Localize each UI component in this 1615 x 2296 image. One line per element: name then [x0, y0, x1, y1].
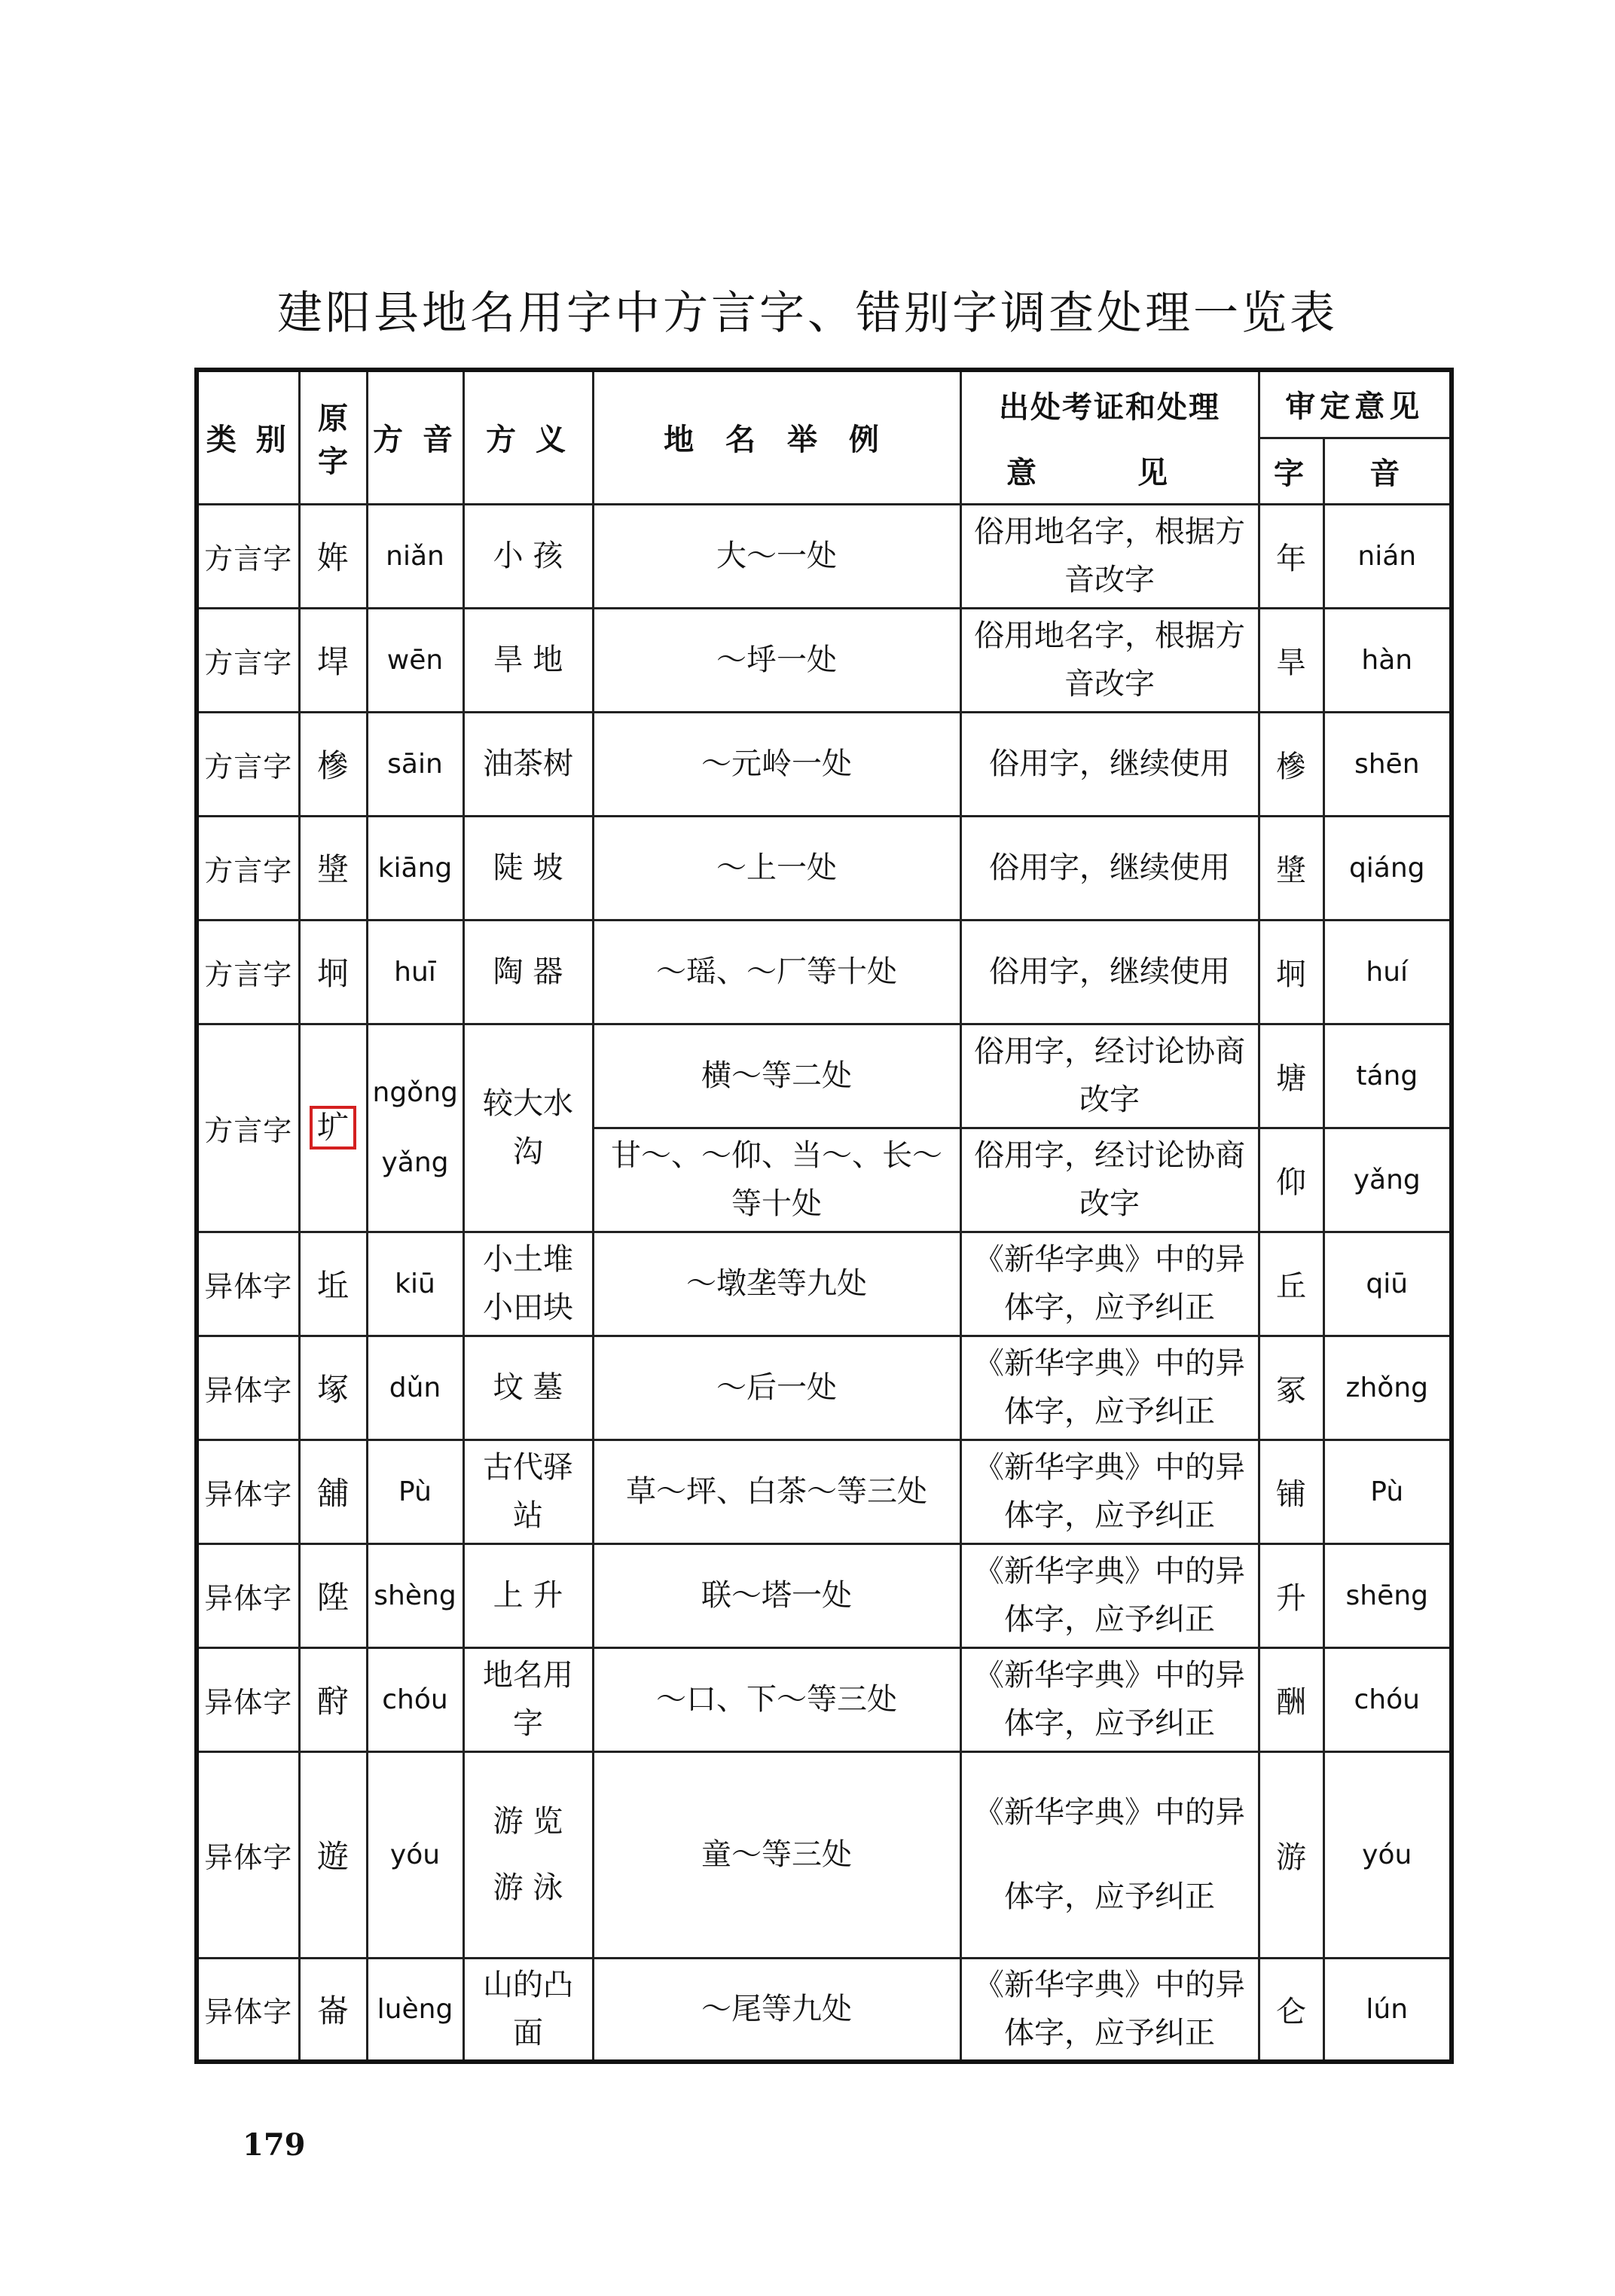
header-sound: 音 — [1323, 438, 1452, 504]
header-source-line2: 意 见 — [960, 438, 1259, 504]
header-category: 类 别 — [197, 370, 299, 504]
note-cell: 《新华字典》中的异体字，应予纠正 — [960, 1958, 1259, 2062]
table-row — [197, 1647, 1452, 1751]
dialect-meaning-cell: 旱 地 — [463, 608, 593, 712]
table-row — [197, 1232, 1452, 1336]
category-cell: 方言字 — [197, 608, 299, 712]
example-cell: ～后一处 — [593, 1336, 960, 1440]
dialect-pronunciation-cell: yóu — [367, 1751, 463, 1958]
category-cell: 异体字 — [197, 1647, 299, 1751]
example-cell: 草～坪、白茶～等三处 — [593, 1440, 960, 1543]
note-cell: 《新华字典》中的异体字，应予纠正 — [960, 1543, 1259, 1647]
table-row — [197, 1543, 1452, 1647]
original-char-cell: 塚 — [299, 1336, 367, 1440]
highlighted-original-char: 圹 — [310, 1106, 356, 1150]
example-cell: ～墩垄等九处 — [593, 1232, 960, 1336]
category-cell: 方言字 — [197, 504, 299, 608]
dialect-pronunciation-cell: sāin — [367, 712, 463, 816]
original-char-cell: 酧 — [299, 1647, 367, 1751]
category-cell: 异体字 — [197, 1751, 299, 1958]
dialect-meaning-cell: 较大水沟 — [463, 1024, 593, 1232]
header-row-top — [197, 370, 1452, 438]
approved-char-cell: 旱 — [1259, 608, 1323, 712]
dialect-pronunciation-cell: dǔn — [367, 1336, 463, 1440]
dialect-meaning-cell: 游 览 游 泳 — [463, 1751, 593, 1958]
original-char-cell: 姩 — [299, 504, 367, 608]
note-cell: 俗用字，经讨论协商改字 — [960, 1128, 1259, 1232]
page-number: 179 — [243, 2127, 306, 2163]
dialect-pronunciation-cell: Pù — [367, 1440, 463, 1543]
original-char-cell: 舖 — [299, 1440, 367, 1543]
note-cell: 《新华字典》中的异体字，应予纠正 — [960, 1336, 1259, 1440]
example-cell: ～垀一处 — [593, 608, 960, 712]
approved-pronunciation-cell: Pù — [1323, 1440, 1452, 1543]
example-cell: 横～等二处 — [593, 1024, 960, 1128]
header-examples: 地 名 举 例 — [593, 370, 960, 504]
table-row — [197, 608, 1452, 712]
table-row — [197, 712, 1452, 816]
note-cell: 《新华字典》中的异体字，应予纠正 — [960, 1440, 1259, 1543]
header-source-line1: 出处考证和处理 — [960, 370, 1259, 438]
approved-char-cell: 仑 — [1259, 1958, 1323, 2062]
dialect-pronunciation-cell: kiū — [367, 1232, 463, 1336]
dialect-pronunciation-cell: luèng — [367, 1958, 463, 2062]
approved-pronunciation-cell: huí — [1323, 920, 1452, 1024]
note-cell: 俗用地名字，根据方音改字 — [960, 504, 1259, 608]
approved-pronunciation-cell: chóu — [1323, 1647, 1452, 1751]
original-char-cell — [299, 1024, 367, 1232]
approved-char-cell: 仰 — [1259, 1128, 1323, 1232]
dialect-pronunciation-b: yǎng — [381, 1147, 449, 1178]
dialect-meaning-cell: 上 升 — [463, 1543, 593, 1647]
approved-pronunciation-cell: táng — [1323, 1024, 1452, 1128]
dialect-pronunciation-cell: wēn — [367, 608, 463, 712]
note-cell: 俗用字，继续使用 — [960, 712, 1259, 816]
example-cell: ～上一处 — [593, 816, 960, 920]
approved-char-cell: 墏 — [1259, 816, 1323, 920]
approved-pronunciation-cell: lún — [1323, 1958, 1452, 2062]
table-row — [197, 816, 1452, 920]
survey-table — [194, 368, 1454, 2064]
dialect-meaning-cell: 小 孩 — [463, 504, 593, 608]
approved-pronunciation-cell: qiū — [1323, 1232, 1452, 1336]
dialect-meaning-cell: 坟 墓 — [463, 1336, 593, 1440]
approved-pronunciation-cell: yǎng — [1323, 1128, 1452, 1232]
dialect-pronunciation-cell — [367, 1024, 463, 1232]
category-cell: 异体字 — [197, 1232, 299, 1336]
dialect-pronunciation-cell: niǎn — [367, 504, 463, 608]
dialect-meaning-cell: 陶 器 — [463, 920, 593, 1024]
original-char-cell: 崙 — [299, 1958, 367, 2062]
category-cell: 异体字 — [197, 1336, 299, 1440]
example-cell: 联～塔一处 — [593, 1543, 960, 1647]
approved-char-cell: 槮 — [1259, 712, 1323, 816]
dialect-pronunciation-cell: chóu — [367, 1647, 463, 1751]
header-dialect-meaning: 方 义 — [463, 370, 593, 504]
original-char-cell: 墏 — [299, 816, 367, 920]
example-cell: 童～等三处 — [593, 1751, 960, 1958]
header-char: 字 — [1259, 438, 1323, 504]
category-cell: 异体字 — [197, 1543, 299, 1647]
approved-char-cell: 铺 — [1259, 1440, 1323, 1543]
example-cell: ～尾等九处 — [593, 1958, 960, 2062]
category-cell: 异体字 — [197, 1440, 299, 1543]
approved-pronunciation-cell: zhǒng — [1323, 1336, 1452, 1440]
approved-char-cell: 游 — [1259, 1751, 1323, 1958]
dialect-pronunciation-a: ngǒng — [372, 1077, 458, 1108]
example-cell: ～口、下～等三处 — [593, 1647, 960, 1751]
dialect-meaning-cell: 陡 坡 — [463, 816, 593, 920]
example-cell: ～元岭一处 — [593, 712, 960, 816]
example-cell: ～瑶、～厂等十处 — [593, 920, 960, 1024]
table-row — [197, 1440, 1452, 1543]
approved-char-cell: 坰 — [1259, 920, 1323, 1024]
dialect-pronunciation-cell: shèng — [367, 1543, 463, 1647]
table-row — [197, 1958, 1452, 2062]
table-row — [197, 504, 1452, 608]
dialect-meaning-cell: 山的凸面 — [463, 1958, 593, 2062]
table-row — [197, 920, 1452, 1024]
note-cell: 俗用字，继续使用 — [960, 816, 1259, 920]
note-cell: 《新华字典》中的异体字，应予纠正 — [960, 1751, 1259, 1958]
example-cell: 甘～、～仰、当～、长～等十处 — [593, 1128, 960, 1232]
table-row — [197, 1024, 1452, 1128]
dialect-meaning-cell: 油茶树 — [463, 712, 593, 816]
original-char-cell: 坵 — [299, 1232, 367, 1336]
header-original: 原字 — [299, 370, 367, 504]
approved-char-cell: 塘 — [1259, 1024, 1323, 1128]
approved-pronunciation-cell: qiáng — [1323, 816, 1452, 920]
approved-pronunciation-cell: shēng — [1323, 1543, 1452, 1647]
page-title: 建阳县地名用字中方言字、错别字调查处理一览表 — [277, 287, 1338, 340]
original-char-cell: 坰 — [299, 920, 367, 1024]
category-cell: 异体字 — [197, 1958, 299, 2062]
note-cell: 俗用字，继续使用 — [960, 920, 1259, 1024]
dialect-meaning-cell: 地名用字 — [463, 1647, 593, 1751]
original-char-cell: 陞 — [299, 1543, 367, 1647]
note-cell: 《新华字典》中的异体字，应予纠正 — [960, 1232, 1259, 1336]
table-row — [197, 1751, 1452, 1958]
note-cell: 《新华字典》中的异体字，应予纠正 — [960, 1647, 1259, 1751]
category-cell: 方言字 — [197, 920, 299, 1024]
table-row — [197, 1336, 1452, 1440]
original-char-cell: 垾 — [299, 608, 367, 712]
category-cell: 方言字 — [197, 1024, 299, 1232]
dialect-pronunciation-cell: huī — [367, 920, 463, 1024]
approved-char-cell: 年 — [1259, 504, 1323, 608]
approved-pronunciation-cell: shēn — [1323, 712, 1452, 816]
category-cell: 方言字 — [197, 816, 299, 920]
original-char-cell: 槮 — [299, 712, 367, 816]
approved-char-cell: 冢 — [1259, 1336, 1323, 1440]
header-approval: 审定意见 — [1259, 370, 1452, 438]
dialect-pronunciation-cell: kiāng — [367, 816, 463, 920]
approved-pronunciation-cell: hàn — [1323, 608, 1452, 712]
header-dialect-pronunciation: 方 音 — [367, 370, 463, 504]
note-cell: 俗用地名字，根据方音改字 — [960, 608, 1259, 712]
approved-pronunciation-cell: yóu — [1323, 1751, 1452, 1958]
dialect-meaning-cell: 小土堆小田块 — [463, 1232, 593, 1336]
approved-char-cell: 丘 — [1259, 1232, 1323, 1336]
approved-char-cell: 升 — [1259, 1543, 1323, 1647]
note-cell: 俗用字，经讨论协商改字 — [960, 1024, 1259, 1128]
example-cell: 大～一处 — [593, 504, 960, 608]
category-cell: 方言字 — [197, 712, 299, 816]
approved-pronunciation-cell: nián — [1323, 504, 1452, 608]
original-char-cell: 遊 — [299, 1751, 367, 1958]
dialect-meaning-cell: 古代驿站 — [463, 1440, 593, 1543]
approved-char-cell: 酬 — [1259, 1647, 1323, 1751]
